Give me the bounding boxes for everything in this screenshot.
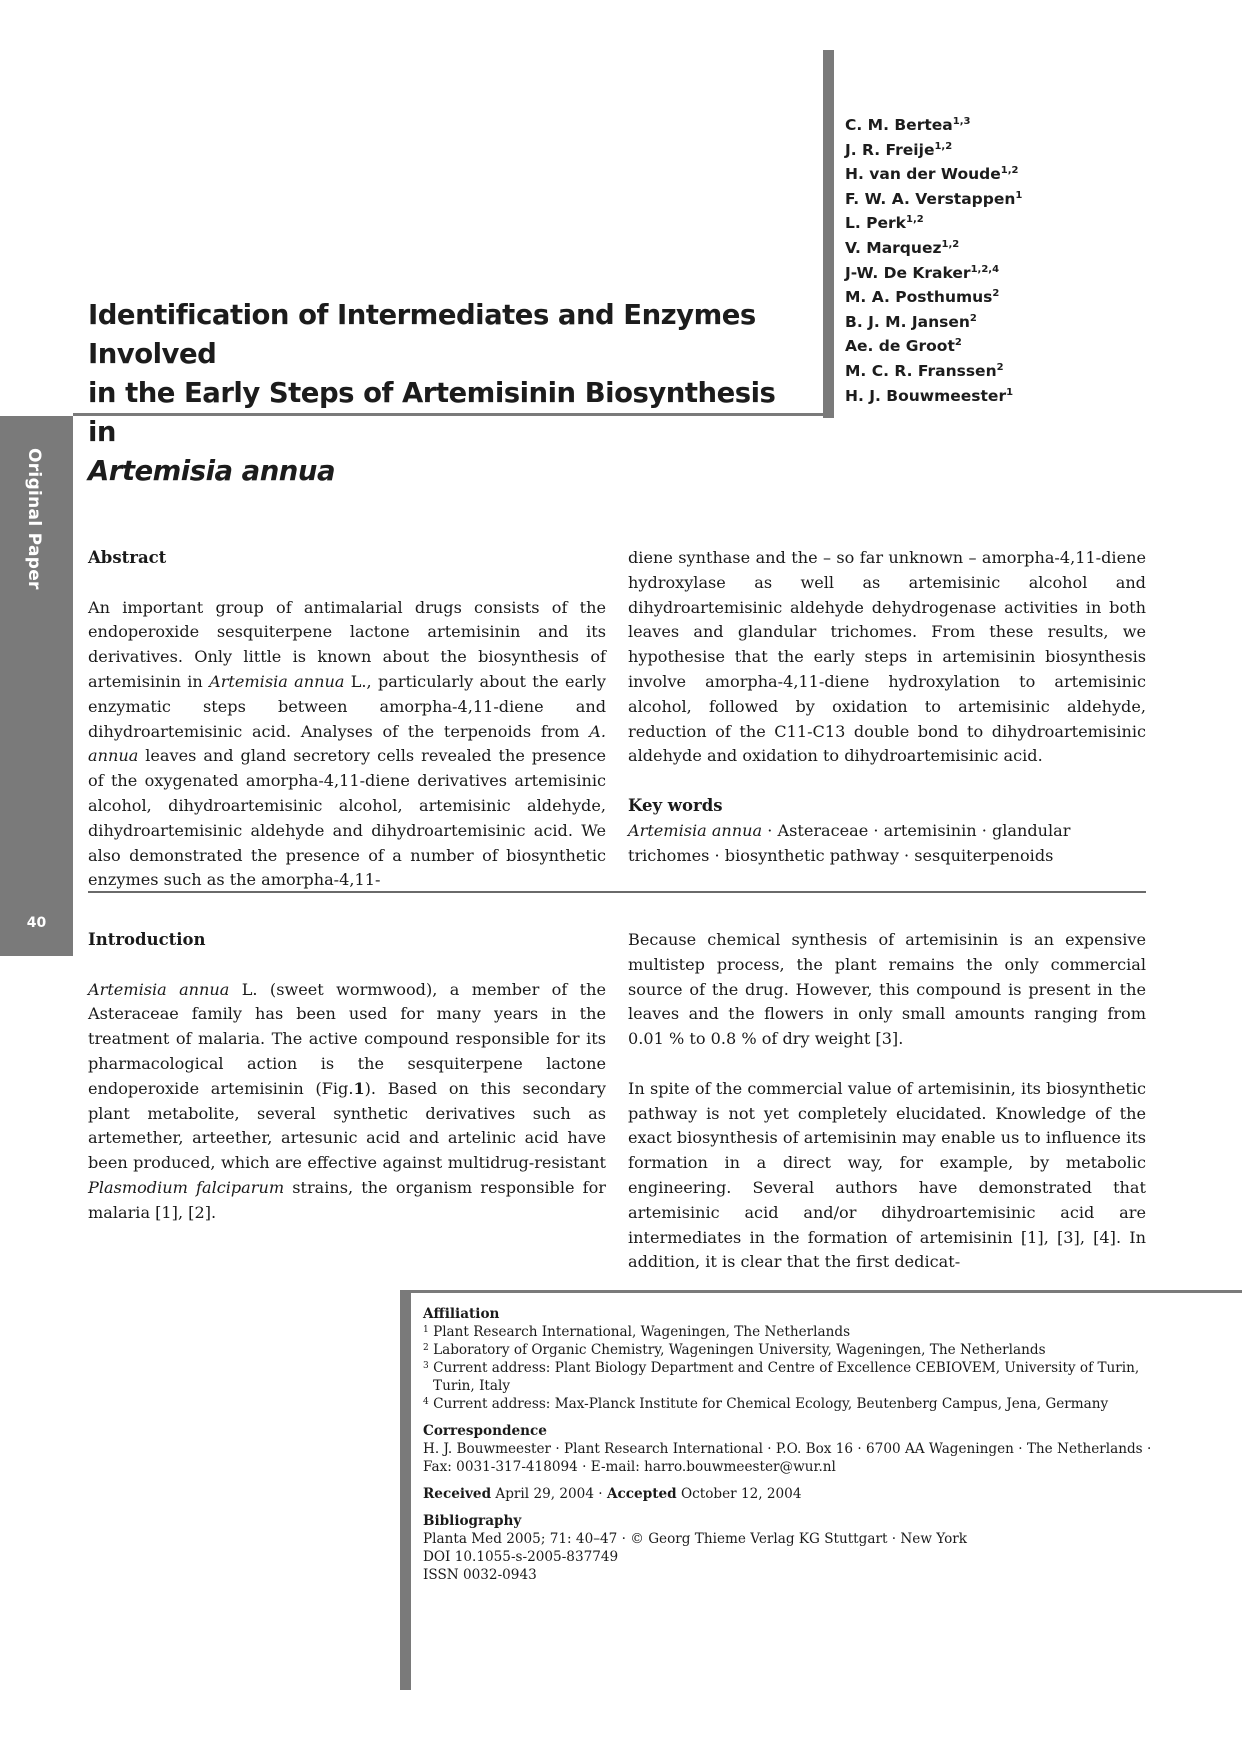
intro-column-1: [88, 928, 606, 1226]
intro-paragraph-2: Because chemical synthesis of artemisinin is an expensive multistep process, the plant remains the only commercial source of the drug. However, this compound is present in the leaves and the flowers in only small amounts ranging from 0.01 % to 0.8 % of dry weight [3].: [628, 930, 1146, 1049]
author-entry: [845, 310, 1022, 335]
section-label-text: Original Paper: [24, 448, 44, 590]
author-entry: [845, 285, 1022, 310]
intro-text: L. (sweet wormwood), a member of the Asteraceae family has been used for many years in the treatment of malaria. The active compound responsible for its pharmacological action is the sesquiterpene lactone endoperoxide artemisinin (Fig.: [88, 979, 606, 1098]
keyword-species: Artemisia annua: [628, 820, 763, 840]
received-accepted: [423, 1485, 1163, 1503]
affiliation-heading: Affiliation: [423, 1306, 500, 1322]
affiliation-text: Plant Research International, Wageningen, The Netherlands: [433, 1324, 851, 1340]
author-entry: [845, 236, 1022, 261]
intro-heading: Introduction: [88, 930, 206, 949]
received-label: Received: [423, 1486, 492, 1502]
intro-text: ). Based on this secondary plant metabolite, several synthetic derivatives such as artemether, arteether, artesunic acid and artelinic acid have been produced, which are effective against multidrug-resistant: [88, 1078, 606, 1173]
author-entry: [845, 211, 1022, 236]
keyword-list: · Asteraceae · artemisinin · glandular trichomes · biosynthetic pathway · sesquiterpenoids: [628, 820, 1071, 865]
keywords-heading: Key words: [628, 795, 723, 815]
abstract-species-short: A. annua: [88, 721, 606, 766]
author-affiliation-marker: 2: [969, 312, 977, 324]
affiliation-divider-horizontal: [400, 1290, 1242, 1293]
author-list: [845, 113, 1022, 408]
correspondence-heading: Correspondence: [423, 1423, 547, 1439]
author-entry: [845, 359, 1022, 384]
author-affiliation-marker: 1,2: [906, 214, 924, 226]
intro-text: strains, the organism responsible for malaria [1], [2].: [88, 1177, 607, 1222]
title-line-1: Identification of Intermediates and Enzymes Involved: [88, 299, 756, 370]
abstract-column-1: [88, 546, 606, 893]
author-entry: [845, 113, 1022, 138]
author-affiliation-marker: 1,2: [934, 140, 953, 152]
abstract-text: L., particularly about the early enzymatic steps between amorpha-4,11-diene and dihydroartemisinic acid. Analyses of the terpenoids from: [88, 671, 606, 741]
affiliation-entry: [423, 1359, 1163, 1395]
keywords: [628, 819, 1146, 869]
abstract-continued: diene synthase and the – so far unknown – amorpha-4,11-diene hydroxylase as well as artemisinic alcohol and dihydroartemisinic aldehyde dehydrogenase activities in both leaves and glandular trichomes. From these results, we hypothesise that the early steps in artemisinin biosynthesis involve amorpha-4,11-diene hydroxylation to artemisinic alcohol, followed by oxidation to artemisinic aldehyde, reduction of the C11-C13 double bond to dihydroartemisinic aldehyde and oxidation to dihydroartemisinic acid.: [628, 548, 1146, 766]
intro-paragraph-3: In spite of the commercial value of artemisinin, its biosynthetic pathway is not yet completely elucidated. Knowledge of the exact biosynthesis of artemisinin may enable us to influence its formation in a direct way, for example, by metabolic engineering. Several authors have demonstrated that artemisinic acid and/or dihydroartemisinic acid are intermediates in the formation of artemisinin [1], [3], [4]. In addition, it is clear that the first dedicat-: [628, 1078, 1146, 1272]
title-line-2: in the Early Steps of Artemisinin Biosynthesis in: [88, 377, 776, 448]
page-number: 40: [26, 915, 47, 931]
author-name: L. Perk: [845, 214, 906, 233]
author-name: V. Marquez: [845, 238, 942, 257]
bibliography-heading: Bibliography: [423, 1513, 522, 1529]
author-entry: [845, 384, 1022, 409]
figure-reference: 1: [353, 1078, 365, 1098]
author-name: C. M. Bertea: [845, 116, 953, 134]
section-label: [0, 416, 73, 646]
author-entry: [845, 334, 1022, 359]
affiliation-number: 4: [423, 1397, 429, 1407]
affiliation-number: 2: [423, 1343, 429, 1353]
affiliation-number: 3: [423, 1361, 429, 1371]
bibliography-line-1: Planta Med 2005; 71: 40–47 · © Georg Thieme Verlag KG Stuttgart · New York: [423, 1531, 967, 1547]
affiliation-text: Laboratory of Organic Chemistry, Wageningen University, Wageningen, The Netherlands: [433, 1342, 1046, 1358]
author-name: J-W. De Kraker: [845, 263, 971, 282]
bibliography-line-2: DOI 10.1055-s-2005-837749: [423, 1549, 619, 1565]
affiliation-divider-vertical: [400, 1290, 411, 1690]
author-name: M. C. R. Franssen: [845, 361, 997, 380]
author-entry: [845, 261, 1022, 286]
author-entry: [845, 138, 1022, 163]
author-affiliation-marker: 1,2: [941, 238, 960, 250]
abstract-paragraph: [88, 596, 606, 894]
affiliation-entry: [423, 1395, 1163, 1413]
affiliation-entry: [423, 1341, 1163, 1359]
author-affiliation-marker: 1: [1006, 386, 1014, 398]
author-name: H. J. Bouwmeester: [845, 386, 1007, 405]
correspondence-line-1: H. J. Bouwmeester · Plant Research International · P.O. Box 16 · 6700 AA Wageningen · The Netherlands ·: [423, 1441, 1152, 1457]
bibliography-line-3: ISSN 0032-0943: [423, 1567, 537, 1583]
affiliation-text: Current address: Plant Biology Department and Centre of Excellence CEBIOVEM, University of Turin, Turin, Italy: [433, 1360, 1140, 1394]
author-name: H. van der Woude: [845, 165, 1001, 184]
author-entry: [845, 162, 1022, 187]
received-date: April 29, 2004 ·: [491, 1486, 607, 1502]
author-affiliation-marker: 1,2: [1000, 165, 1019, 177]
page-title: [88, 296, 808, 491]
affiliation-box: [423, 1305, 1163, 1584]
author-entry: [845, 187, 1022, 212]
abstract-species-name: Artemisia annua: [209, 671, 345, 691]
author-name: B. J. M. Jansen: [845, 312, 970, 331]
abstract-text: An important group of antimalarial drugs consists of the endoperoxide sesquiterpene lactone artemisinin and its derivatives. Only little is known about the biosynthesis of artemisinin in: [88, 597, 606, 691]
author-affiliation-marker: 2: [954, 337, 962, 349]
author-name: J. R. Freije: [845, 140, 935, 159]
section-divider: [88, 891, 1146, 893]
title-line-3: Artemisia annua: [88, 455, 335, 487]
author-name: F. W. A. Verstappen: [845, 189, 1016, 208]
author-name: Ae. de Groot: [845, 337, 955, 356]
affiliation-entry: [423, 1323, 1163, 1341]
intro-organism-name: Plasmodium falciparum: [88, 1177, 285, 1197]
abstract-text: leaves and gland secretory cells revealed the presence of the oxygenated amorpha-4,11-diene derivatives artemisinic alcohol, dihydroartemisinic alcohol, artemisinic aldehyde, dihydroartemisinic aldehyde and dihydroartemisinic acid. We also demonstrated the presence of a number of biosynthetic enzymes such as the amorpha-4,11-: [88, 746, 606, 890]
affiliation-list: [423, 1323, 1163, 1413]
abstract-column-2: [628, 546, 1146, 868]
intro-species-name: Artemisia annua: [88, 979, 230, 999]
accepted-date: October 12, 2004: [676, 1486, 802, 1502]
author-affiliation-marker: 2: [992, 288, 1000, 300]
affiliation-number: 1: [423, 1325, 429, 1335]
author-affiliation-marker: 1,2,4: [970, 263, 1000, 275]
author-name: M. A. Posthumus: [845, 288, 993, 307]
correspondence-line-2: Fax: 0031-317-418094 · E-mail: harro.bouwmeester@wur.nl: [423, 1459, 836, 1475]
author-affiliation-marker: 1: [1015, 189, 1023, 201]
accepted-label: Accepted: [606, 1486, 677, 1502]
intro-column-2: [628, 928, 1146, 1275]
author-affiliation-marker: 1,3: [952, 116, 971, 127]
abstract-heading: Abstract: [88, 548, 167, 567]
author-affiliation-marker: 2: [996, 361, 1004, 373]
affiliation-text: Current address: Max-Planck Institute for Chemical Ecology, Beutenberg Campus, Jena, Germany: [433, 1396, 1109, 1412]
title-divider-vertical: [823, 50, 834, 418]
intro-paragraph-1: [88, 978, 606, 1226]
